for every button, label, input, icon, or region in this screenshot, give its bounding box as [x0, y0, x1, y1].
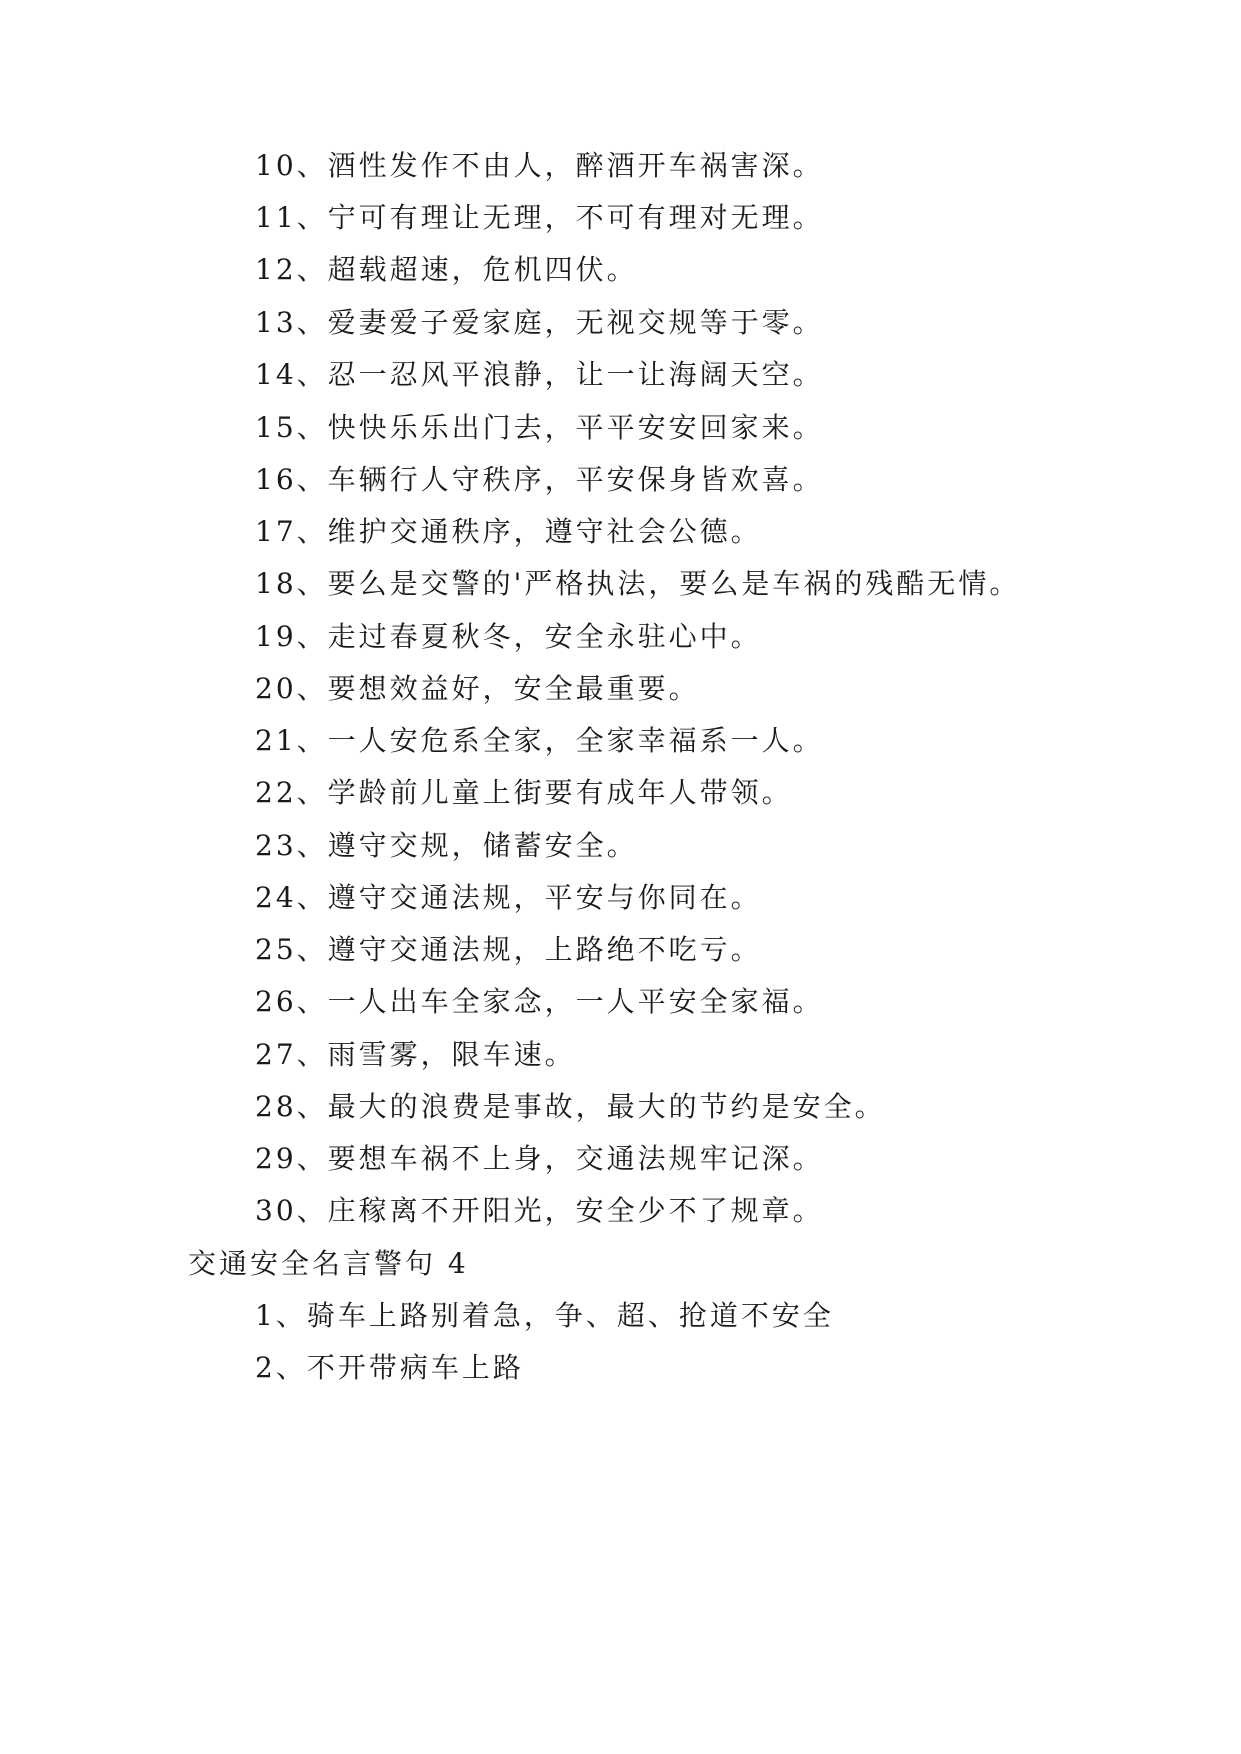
list-item: 13、爱妻爱子爱家庭，无视交规等于零。: [255, 306, 824, 339]
list-item: 25、遵守交通法规，上路绝不吃亏。: [255, 933, 762, 966]
list-item: 30、庄稼离不开阳光，安全少不了规章。: [255, 1194, 824, 1227]
list-item: 2、不开带病车上路: [255, 1351, 524, 1384]
list-item: 16、车辆行人守秩序，平安保身皆欢喜。: [255, 463, 824, 496]
list-item: 21、一人安危系全家，全家幸福系一人。: [255, 724, 824, 757]
list-item: 18、要么是交警的'严格执法，要么是车祸的残酷无情。: [255, 567, 1021, 600]
section-heading: 交通安全名言警句 4: [188, 1247, 469, 1280]
list-item: 20、要想效益好，安全最重要。: [255, 672, 700, 705]
list-item: 14、忍一忍风平浪静，让一让海阔天空。: [255, 358, 824, 391]
list-item: 17、维护交通秩序，遵守社会公德。: [255, 515, 762, 548]
list-item: 19、走过春夏秋冬，安全永驻心中。: [255, 620, 762, 653]
list-item: 26、一人出车全家念，一人平安全家福。: [255, 985, 824, 1018]
list-item: 11、宁可有理让无理，不可有理对无理。: [255, 201, 824, 234]
list-item: 22、学龄前儿童上街要有成年人带领。: [255, 776, 793, 809]
list-item: 29、要想车祸不上身，交通法规牢记深。: [255, 1142, 824, 1175]
list-item: 15、快快乐乐出门去，平平安安回家来。: [255, 411, 824, 444]
list-item: 10、酒性发作不由人，醉酒开车祸害深。: [255, 149, 824, 182]
list-item: 1、骑车上路别着急，争、超、抢道不安全: [255, 1299, 834, 1332]
list-item: 28、最大的浪费是事故，最大的节约是安全。: [255, 1090, 886, 1123]
list-item: 24、遵守交通法规，平安与你同在。: [255, 881, 762, 914]
list-item: 23、遵守交规，储蓄安全。: [255, 829, 638, 862]
list-item: 27、雨雪雾，限车速。: [255, 1038, 576, 1071]
list-item: 12、超载超速，危机四伏。: [255, 253, 638, 286]
